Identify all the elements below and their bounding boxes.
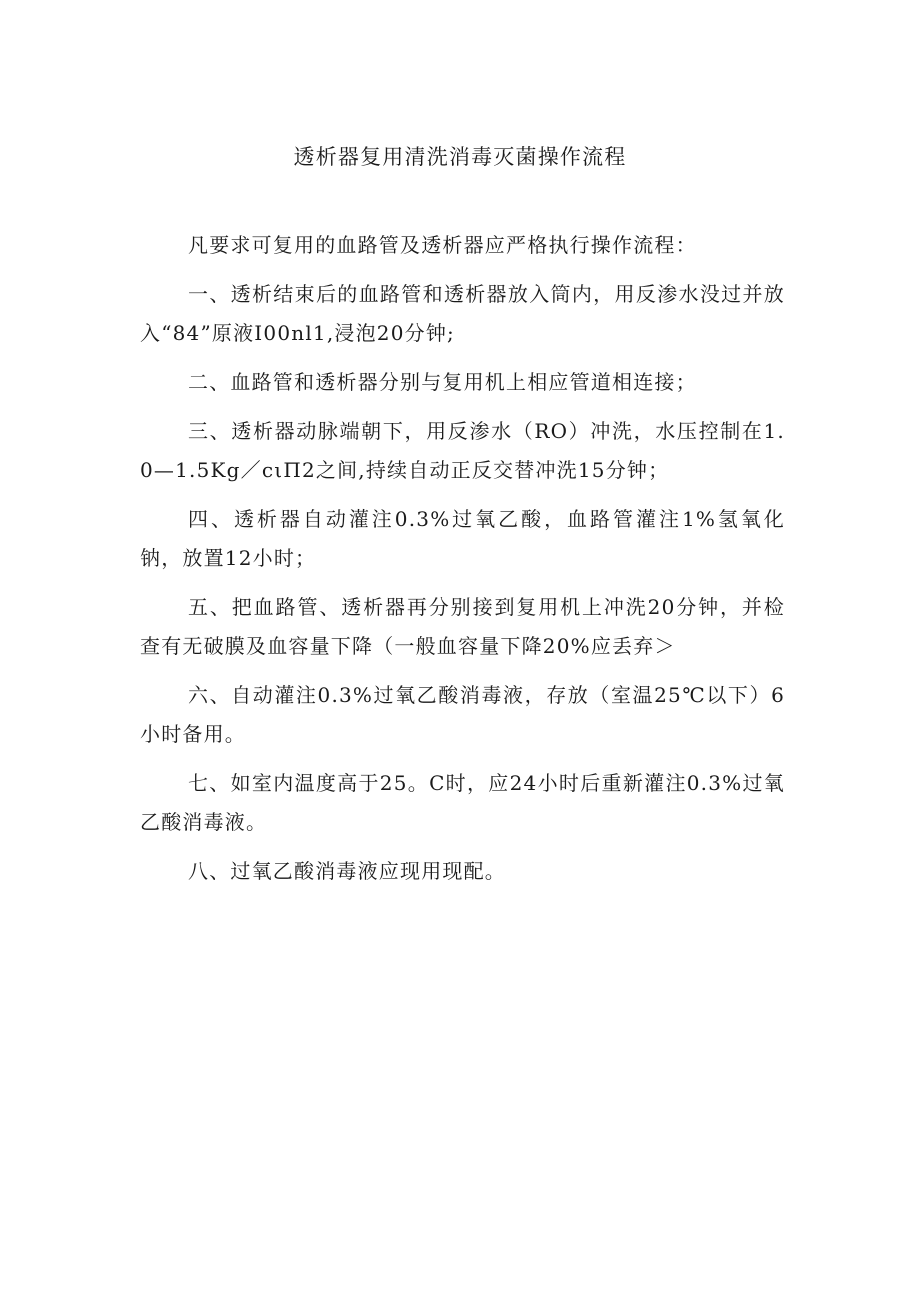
document-title: 透析器复用清洗消毒灭菌操作流程 <box>293 145 627 169</box>
paragraph-step-1: 一、透析结束后的血路管和透析器放入筒内，用反渗水没过并放入“84”原液I00nl1,浸泡20分钟; <box>140 282 785 345</box>
paragraph-step-2: 二、血路管和透析器分别与复用机上相应管道相连接； <box>188 370 697 394</box>
paragraph-intro: 凡要求可复用的血路管及透析器应严格执行操作流程： <box>188 233 697 257</box>
paragraph-step-6: 六、自动灌注0.3%过氧乙酸消毒液，存放（室温25℃以下）6小时备用。 <box>140 683 785 746</box>
paragraph-step-4: 四、透析器自动灌注0.3%过氧乙酸，血路管灌注1%氢氧化钠，放置12小时； <box>140 507 785 570</box>
paragraph-step-8: 八、过氧乙酸消毒液应现用现配。 <box>188 859 506 883</box>
paragraph-step-5: 五、把血路管、透析器再分别接到复用机上冲洗20分钟，并检查有无破膜及血容量下降（一般血容量下降20%应丢弃＞ <box>140 595 785 658</box>
document-body <box>140 226 785 891</box>
paragraph-step-3: 三、透析器动脉端朝下，用反渗水（RO）冲洗，水压控制在1.0—1.5Kg／cιΠ2之间,持续自动正反交替冲洗15分钟； <box>140 419 785 482</box>
paragraph-step-7: 七、如室内温度高于25。C时，应24小时后重新灌注0.3%过氧乙酸消毒液。 <box>140 771 785 834</box>
